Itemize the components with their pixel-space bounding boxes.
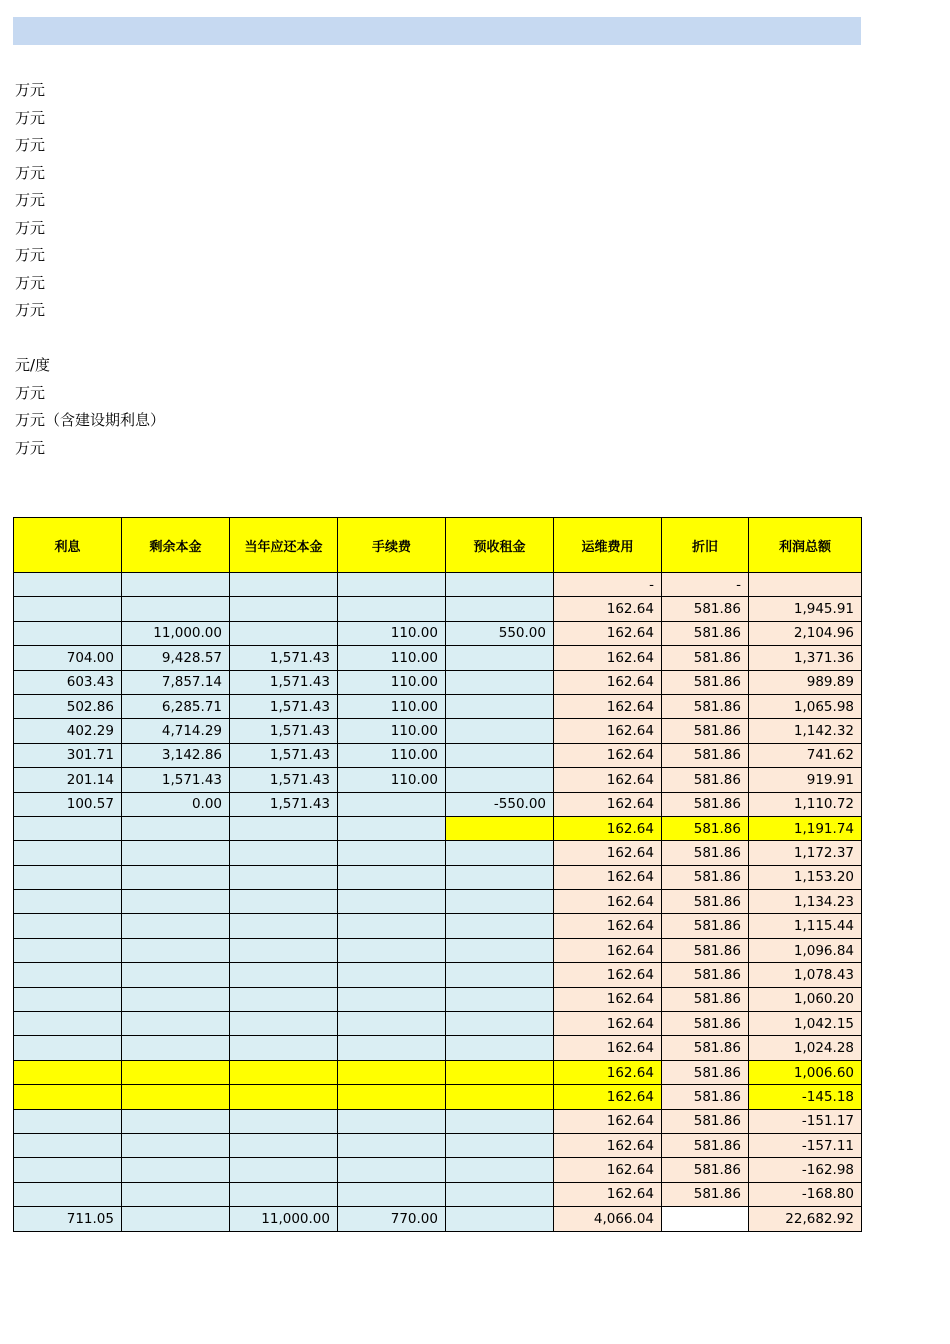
table-row [14,841,862,865]
table-cell: 1,142.32 [749,719,862,743]
table-cell [446,694,554,718]
column-header: 利息 [14,518,122,573]
table-cell [338,1158,446,1182]
table-cell [446,1085,554,1109]
table-cell [230,1060,338,1084]
table-cell: 581.86 [662,914,749,938]
column-header: 预收租金 [446,518,554,573]
table-cell: 110.00 [338,670,446,694]
table-cell: 402.29 [14,719,122,743]
table-cell: 1,060.20 [749,987,862,1011]
table-row [14,621,862,645]
table-cell [338,816,446,840]
table-cell [122,1182,230,1206]
table-cell: 1,945.91 [749,597,862,621]
table-cell: 581.86 [662,841,749,865]
table-cell [122,1012,230,1036]
table-cell: 581.86 [662,1133,749,1157]
table-cell [446,1133,554,1157]
table-cell: 162.64 [554,768,662,792]
table-cell [122,816,230,840]
table-cell [230,938,338,962]
table-cell: 1,134.23 [749,890,862,914]
table-cell: 1,571.43 [230,719,338,743]
table-cell [14,1133,122,1157]
table-cell [14,938,122,962]
table-cell: 110.00 [338,768,446,792]
table-cell [446,743,554,767]
table-cell [338,890,446,914]
total-row [14,1207,862,1231]
table-row [14,938,862,962]
table-cell: 581.86 [662,1012,749,1036]
total-cell: 22,682.92 [749,1207,862,1231]
table-cell: 919.91 [749,768,862,792]
table-cell: - [554,573,662,597]
table-cell: 301.71 [14,743,122,767]
table-cell [122,1085,230,1109]
table-cell [230,1158,338,1182]
table-cell: 581.86 [662,743,749,767]
table-cell: 11,000.00 [122,621,230,645]
table-cell [446,646,554,670]
table-cell: 1,042.15 [749,1012,862,1036]
table-cell: 581.86 [662,890,749,914]
table-cell [446,1060,554,1084]
table-cell: 1,191.74 [749,816,862,840]
unit-label: 万元 [15,108,46,127]
table-cell: 581.86 [662,1085,749,1109]
table-cell [230,1085,338,1109]
table-cell [14,1012,122,1036]
total-cell [122,1207,230,1231]
table-cell [122,573,230,597]
table-row [14,1036,862,1060]
table-cell [446,768,554,792]
table-cell: 162.64 [554,963,662,987]
table-cell [446,987,554,1011]
table-cell: 1,571.43 [122,768,230,792]
column-header: 手续费 [338,518,446,573]
table-cell [14,1060,122,1084]
table-cell [122,1133,230,1157]
table-row [14,768,862,792]
table-cell [230,1133,338,1157]
table-cell: 581.86 [662,621,749,645]
table-cell: 581.86 [662,768,749,792]
table-cell: 110.00 [338,743,446,767]
table-cell: 162.64 [554,816,662,840]
table-cell: 162.64 [554,670,662,694]
unit-label: 元/度 [15,356,51,374]
table-row [14,694,862,718]
table-cell: 162.64 [554,987,662,1011]
table-cell: 162.64 [554,646,662,670]
unit-label: 万元 [15,383,46,402]
table-cell [446,841,554,865]
column-header: 折旧 [662,518,749,573]
table-cell [446,865,554,889]
table-cell: 110.00 [338,694,446,718]
total-cell [662,1207,749,1231]
table-cell: 2,104.96 [749,621,862,645]
table-cell [230,963,338,987]
table-row [14,597,862,621]
table-cell: -151.17 [749,1109,862,1133]
table-cell: 581.86 [662,719,749,743]
table-cell [338,1133,446,1157]
table-row [14,646,862,670]
table-cell [230,841,338,865]
table-cell: -145.18 [749,1085,862,1109]
table-cell [338,1085,446,1109]
table-cell [338,1036,446,1060]
table-cell: 581.86 [662,597,749,621]
table-cell: 162.64 [554,1158,662,1182]
table-row [14,719,862,743]
table-cell [446,816,554,840]
table-cell [230,597,338,621]
total-cell: 11,000.00 [230,1207,338,1231]
table-cell [446,1158,554,1182]
table-cell [122,1060,230,1084]
table-cell [122,938,230,962]
unit-label: 万元 [15,81,46,99]
table-cell [122,1109,230,1133]
table-cell [230,865,338,889]
table-cell [446,719,554,743]
table-cell [14,1158,122,1182]
table-cell [14,987,122,1011]
table-cell: 1,571.43 [230,768,338,792]
table-cell [338,597,446,621]
table-cell: 162.64 [554,743,662,767]
table-cell: 162.64 [554,914,662,938]
table-cell: 1,153.20 [749,865,862,889]
table-cell [338,938,446,962]
table-cell: 162.64 [554,890,662,914]
table-cell [230,621,338,645]
table-cell [338,1060,446,1084]
table-cell: 1,571.43 [230,743,338,767]
table-cell [749,573,862,597]
table-cell: 162.64 [554,1060,662,1084]
table-cell: 162.64 [554,621,662,645]
table-cell: 201.14 [14,768,122,792]
table-row [14,573,862,597]
table-cell: 162.64 [554,597,662,621]
table-cell: -162.98 [749,1158,862,1182]
unit-label [15,325,165,353]
table-cell [122,890,230,914]
table-cell: 581.86 [662,963,749,987]
unit-label: 万元 [15,163,46,182]
table-cell: -157.11 [749,1133,862,1157]
table-cell: 581.86 [662,987,749,1011]
table-cell: 581.86 [662,1109,749,1133]
table-cell: 162.64 [554,1085,662,1109]
table-row [14,865,862,889]
table-cell: 9,428.57 [122,646,230,670]
table-row [14,743,862,767]
table-cell [338,1012,446,1036]
table-cell: 162.64 [554,1109,662,1133]
table-cell: 162.64 [554,792,662,816]
table-cell [446,1036,554,1060]
table-cell: 110.00 [338,646,446,670]
table-cell [446,938,554,962]
unit-label: 万元 [15,438,46,457]
table-cell: 1,371.36 [749,646,862,670]
table-cell [14,1036,122,1060]
table-cell: 1,115.44 [749,914,862,938]
table-row [14,1060,862,1084]
table-row [14,1012,862,1036]
table-row [14,987,862,1011]
table-cell: 162.64 [554,1133,662,1157]
table-header-row [14,518,862,573]
table-cell: 1,571.43 [230,694,338,718]
table-cell [122,987,230,1011]
unit-labels [15,77,165,462]
unit-label: 万元 [15,191,46,209]
table-row [14,1158,862,1182]
table-cell [230,1109,338,1133]
table-cell: 100.57 [14,792,122,816]
table-cell [230,1036,338,1060]
table-cell: 1,571.43 [230,792,338,816]
table-cell: -550.00 [446,792,554,816]
table-cell [122,914,230,938]
table-cell [14,865,122,889]
table-cell [14,1182,122,1206]
table-cell: 1,571.43 [230,670,338,694]
table-cell: 581.86 [662,1182,749,1206]
table-cell: 162.64 [554,841,662,865]
table-cell [446,1109,554,1133]
table-cell: 162.64 [554,865,662,889]
table-cell: 581.86 [662,1060,749,1084]
table-cell: 162.64 [554,1012,662,1036]
table-cell [338,1182,446,1206]
table-cell [122,963,230,987]
table-cell: 581.86 [662,816,749,840]
table-cell [14,621,122,645]
table-cell: 550.00 [446,621,554,645]
table-cell [338,792,446,816]
table-cell [446,670,554,694]
table-cell [446,573,554,597]
table-cell: 6,285.71 [122,694,230,718]
table-cell [14,1085,122,1109]
table-cell: 581.86 [662,1036,749,1060]
table-cell [230,890,338,914]
table-cell: 4,714.29 [122,719,230,743]
table-cell: 162.64 [554,719,662,743]
table-cell: 3,142.86 [122,743,230,767]
table-cell [122,1158,230,1182]
table-cell: 502.86 [14,694,122,718]
table-cell: 162.64 [554,938,662,962]
unit-label: 万元 [15,246,46,264]
table-cell: 581.86 [662,792,749,816]
column-header: 利润总额 [749,518,862,573]
total-cell: 4,066.04 [554,1207,662,1231]
unit-label: 万元 [15,136,46,154]
table-cell [446,1182,554,1206]
table-cell [14,816,122,840]
table-cell: 1,571.43 [230,646,338,670]
table-cell [338,963,446,987]
table-cell [14,1109,122,1133]
table-cell [338,865,446,889]
table-cell [338,841,446,865]
table-cell [446,963,554,987]
column-header: 运维费用 [554,518,662,573]
table-row [14,816,862,840]
table-row [14,792,862,816]
table-cell: 162.64 [554,694,662,718]
table-cell: 1,110.72 [749,792,862,816]
table-cell: 1,096.84 [749,938,862,962]
table-cell: 110.00 [338,621,446,645]
table-cell [230,1182,338,1206]
table-cell [230,573,338,597]
table-cell: 581.86 [662,938,749,962]
total-cell: 711.05 [14,1207,122,1231]
total-cell: 770.00 [338,1207,446,1231]
unit-label: 万元 [15,218,46,237]
table-cell: 1,078.43 [749,963,862,987]
table-cell: 110.00 [338,719,446,743]
table-cell [14,841,122,865]
table-row [14,890,862,914]
table-cell: 581.86 [662,694,749,718]
table-cell [230,914,338,938]
table-cell [446,914,554,938]
table-cell: 1,172.37 [749,841,862,865]
table-cell [230,1012,338,1036]
table-cell [230,987,338,1011]
table-cell: 603.43 [14,670,122,694]
table-row [14,1133,862,1157]
table-cell [122,865,230,889]
table-cell [14,963,122,987]
table-cell [14,573,122,597]
table-row [14,914,862,938]
table-cell [14,597,122,621]
table-cell: 704.00 [14,646,122,670]
table-cell: 1,006.60 [749,1060,862,1084]
table-cell [122,597,230,621]
table-cell [230,816,338,840]
header-banner [13,17,861,45]
financial-table [13,517,862,1232]
column-header: 剩余本金 [122,518,230,573]
table-row [14,1109,862,1133]
table-cell: 581.86 [662,670,749,694]
table-cell: 1,065.98 [749,694,862,718]
table-row [14,963,862,987]
table-cell [14,914,122,938]
table-cell: 989.89 [749,670,862,694]
unit-label: 万元 [15,273,46,292]
column-header: 当年应还本金 [230,518,338,573]
table-cell [338,573,446,597]
table-cell: 0.00 [122,792,230,816]
table-cell [338,1109,446,1133]
table-cell [338,987,446,1011]
table-cell: 162.64 [554,1036,662,1060]
table-cell: -168.80 [749,1182,862,1206]
table-cell: 162.64 [554,1182,662,1206]
table-cell: 7,857.14 [122,670,230,694]
table-cell [338,914,446,938]
table-cell [14,890,122,914]
table-cell: 741.62 [749,743,862,767]
table-row [14,1085,862,1109]
unit-label: 万元 [15,301,46,319]
table-cell [446,1012,554,1036]
table-row [14,1182,862,1206]
table-cell: 581.86 [662,646,749,670]
table-cell [122,841,230,865]
total-cell [446,1207,554,1231]
table-cell: 581.86 [662,865,749,889]
table-cell [446,890,554,914]
table-cell: 581.86 [662,1158,749,1182]
table-cell [446,597,554,621]
table-cell: - [662,573,749,597]
table-cell: 1,024.28 [749,1036,862,1060]
unit-label: 万元（含建设期利息） [15,411,166,429]
table-row [14,670,862,694]
table-cell [122,1036,230,1060]
